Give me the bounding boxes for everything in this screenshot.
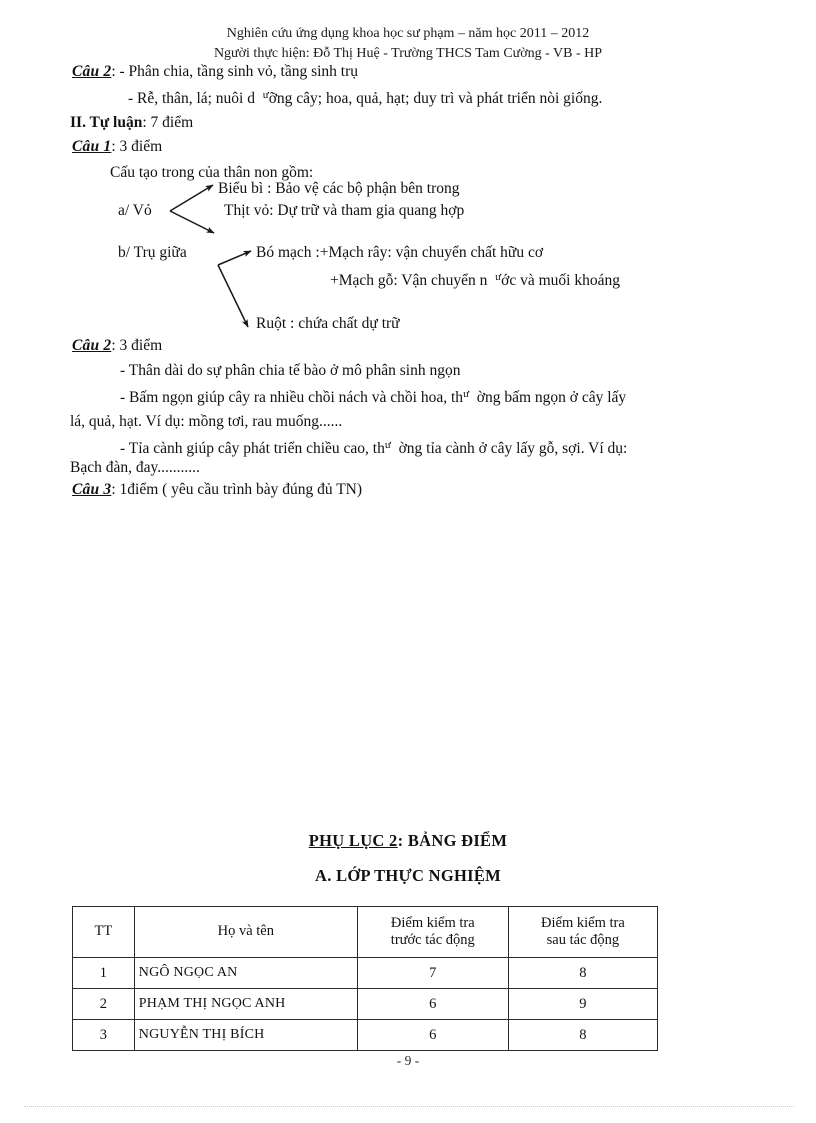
tru-branch-2: Ruột : chứa chất dự trữ — [256, 315, 400, 332]
cell-post-test: 8 — [508, 958, 657, 989]
cell-post-test: 9 — [508, 989, 657, 1020]
tru-label: b/ Trụ giữa — [118, 244, 187, 261]
cau3-marker: Câu 3 — [72, 481, 112, 498]
cell-name: PHẠM THỊ NGỌC ANH — [134, 989, 357, 1020]
tru-branch-1b-a: +Mạch gỗ: Vận chuyển n — [330, 272, 488, 289]
header-tt: TT — [73, 907, 135, 958]
cau2-top-text: : - Phân chia, tầng sinh vỏ, tầng sinh trụ — [111, 63, 359, 80]
tru-branch-1: Bó mạch :+Mạch rây: vận chuyển chất hữu cơ — [256, 244, 544, 261]
cau3-heading — [72, 482, 362, 498]
tru-branch-1b — [330, 272, 620, 289]
broken-u-glyph: ư — [463, 388, 470, 400]
cau2-line-5: Bạch đàn, đay........... — [70, 459, 200, 476]
cau2-top-line2-b: ỡng cây; hoa, quả, hạt; duy trì và phát triển nòi giống. — [268, 90, 603, 107]
cau2-marker: Câu 2 — [72, 337, 112, 354]
cau1-intro: Cấu tạo trong của thân non gồm: — [110, 164, 314, 181]
cell-name: NGÔ NGỌC AN — [134, 958, 357, 989]
arrow-vo-to-bieubi — [170, 185, 213, 211]
running-header-line2: Người thực hiện: Đỗ Thị Huệ - Trường THCS Tam Cường - VB - HP — [213, 46, 603, 61]
header-pre-test — [357, 907, 508, 958]
bottom-dotted-rule — [24, 1106, 794, 1107]
page-number: - 9 - — [396, 1053, 420, 1068]
section-2-heading — [70, 115, 193, 131]
cau1-points: : 3 điểm — [111, 138, 163, 155]
tru-branch-1b-b: ớc và muối khoáng — [501, 272, 620, 289]
header-pre-test-line2: trước tác động — [390, 932, 475, 948]
cau2-line-2-a: - Bấm ngọn giúp cây ra nhiều chồi nách và chồi hoa, th — [120, 389, 464, 406]
running-header-line1: Nghiên cứu ứng dụng khoa học sư phạm – năm học 2011 – 2012 — [226, 26, 590, 41]
arrow-tru-to-bomach — [218, 251, 251, 265]
annex-title — [0, 831, 816, 851]
cell-tt: 2 — [73, 989, 135, 1020]
arrow-tru-to-ruot — [218, 265, 248, 327]
broken-u-glyph: ư — [262, 89, 269, 101]
cau2-line-4-a: - Tỉa cành giúp cây phát triển chiều cao, th — [120, 440, 385, 457]
cau2-line-3: lá, quả, hạt. Ví dụ: mồng tơi, rau muống...... — [70, 413, 343, 430]
cau2-top-line2-a: - Rễ, thân, lá; nuôi d — [128, 90, 255, 107]
header-name: Họ và tên — [134, 907, 357, 958]
experimental-class-title: A. LỚP THỰC NGHIỆM — [315, 866, 501, 885]
cau2-line-2-b: ờng bấm ngọn ở cây lấy — [476, 389, 627, 406]
score-table-head — [73, 907, 658, 958]
vo-label: a/ Vỏ — [118, 202, 152, 219]
cau2-points: : 3 điểm — [111, 337, 163, 354]
table-row — [73, 958, 658, 989]
section-2-value: : 7 điểm — [142, 114, 194, 131]
vo-branch-1: Biểu bì : Bảo vệ các bộ phận bên trong — [218, 180, 460, 197]
annex-title-underlined: PHỤ LỤC 2 — [308, 831, 398, 850]
vo-branch-2: Thịt vỏ: Dự trữ và tham gia quang hợp — [224, 202, 465, 219]
broken-u-glyph: ư — [495, 271, 502, 283]
cau3-text: : 1điểm ( yêu cầu trình bày đúng đủ TN) — [111, 481, 363, 498]
table-header-row — [73, 907, 658, 958]
cell-tt: 3 — [73, 1020, 135, 1051]
cau2-top-line2 — [128, 90, 602, 107]
score-table — [72, 906, 658, 1051]
broken-u-glyph: ư — [384, 439, 391, 451]
cau2-top-marker: Câu 2 — [72, 63, 112, 80]
annex-title-rest: : BẢNG ĐIỂM — [397, 831, 508, 850]
cau2-heading — [72, 338, 162, 354]
cau2-line-4 — [120, 440, 627, 457]
cau2-line-2 — [120, 389, 626, 406]
cell-tt: 1 — [73, 958, 135, 989]
table-row — [73, 989, 658, 1020]
header-post-test — [508, 907, 657, 958]
cell-post-test: 8 — [508, 1020, 657, 1051]
cell-pre-test: 6 — [357, 1020, 508, 1051]
cau2-top-line — [72, 64, 358, 80]
cau2-line-4-b: ờng tỉa cành ở cây lấy gỗ, sợi. Ví dụ: — [398, 440, 628, 457]
section-2-label: II. Tự luận — [70, 114, 143, 131]
header-post-test-line1: Điểm kiểm tra — [541, 914, 625, 931]
cell-pre-test: 6 — [357, 989, 508, 1020]
cell-pre-test: 7 — [357, 958, 508, 989]
cau2-line-1: - Thân dài do sự phân chia tế bào ở mô phân sinh ngọn — [120, 362, 461, 379]
header-pre-test-line1: Điểm kiểm tra — [390, 914, 475, 931]
arrow-vo-to-thitvo — [170, 211, 214, 233]
score-table-body — [73, 958, 658, 1051]
table-row — [73, 1020, 658, 1051]
header-post-test-line2: sau tác động — [546, 932, 620, 948]
cau1-marker: Câu 1 — [72, 138, 112, 155]
cell-name: NGUYỄN THỊ BÍCH — [134, 1020, 357, 1051]
cau1-heading — [72, 139, 162, 155]
